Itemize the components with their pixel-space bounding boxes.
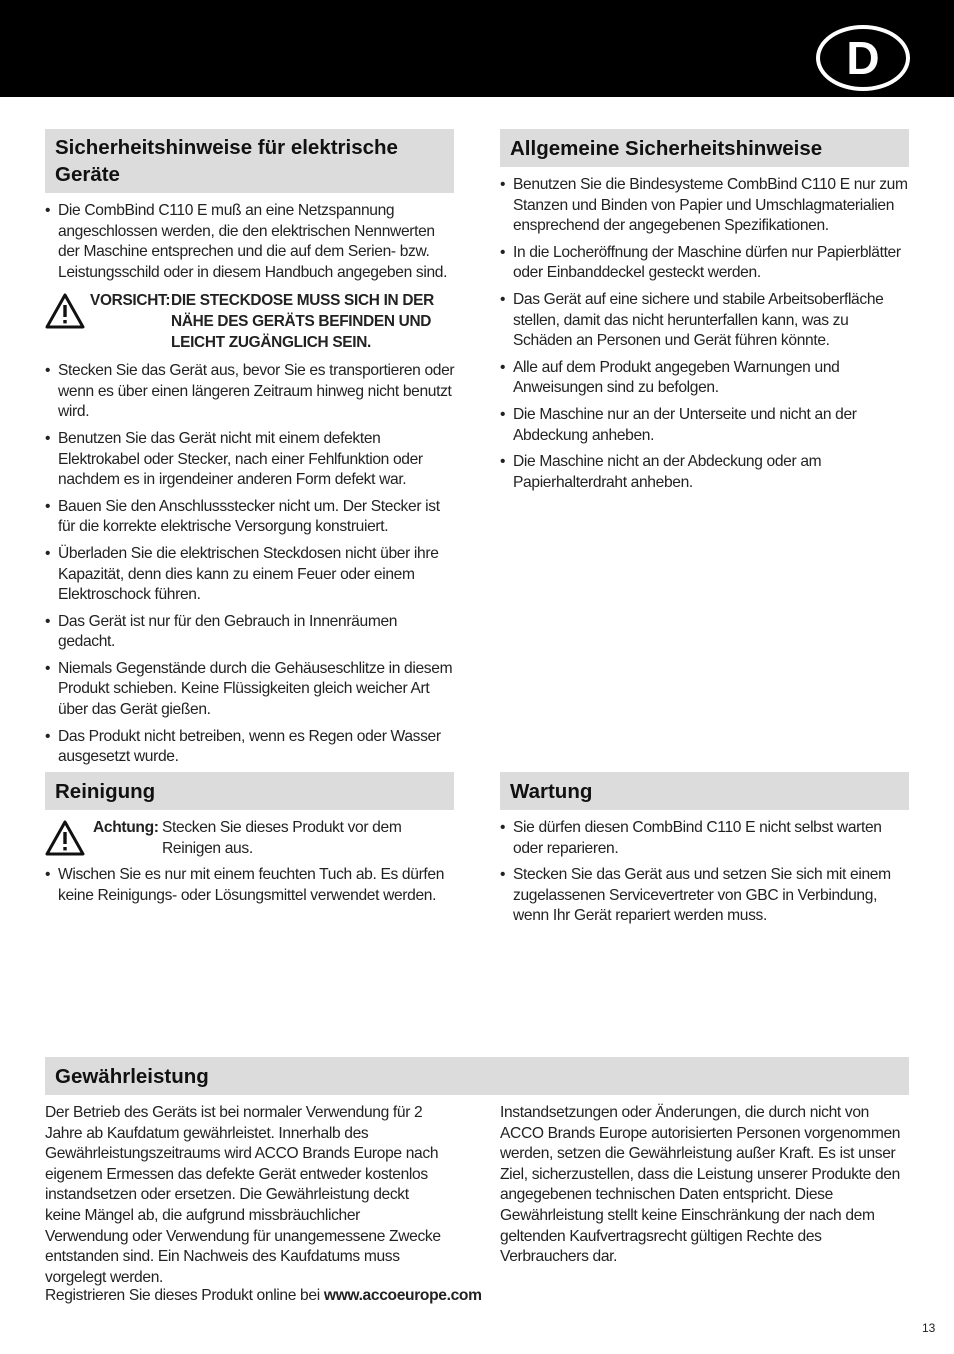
heading-warranty <box>45 1057 909 1095</box>
warning-text: DIE STECKDOSE MUSS SICH IN DER NÄHE DES GERÄTS BEFINDEN UND LEICHT ZUGÄNGLICH SEIN. <box>171 292 434 351</box>
list-item: • Die Maschine nicht an der Abdeckung oder am Papierhalterdraht anheben. <box>500 452 910 493</box>
heading-general-safety-text: Allgemeine Sicherheitshinweise <box>510 137 823 160</box>
electrical-bullets-before <box>45 201 457 283</box>
warning-label: VORSICHT: <box>90 292 171 310</box>
caution-block <box>45 818 457 859</box>
heading-maintenance <box>500 772 909 810</box>
language-badge: D <box>816 25 910 91</box>
cleaning-bullets <box>45 865 457 906</box>
list-item: • Das Produkt nicht betreiben, wenn es Regen oder Wasser ausgesetzt wurde. <box>45 727 457 768</box>
heading-electrical-safety <box>45 129 454 193</box>
list-item: • Wischen Sie es nur mit einem feuchten Tuch ab. Es dürfen keine Reinigungs- oder Lösungsmittel verwendet werden. <box>45 865 457 906</box>
registration-link[interactable]: www.accoeurope.com <box>323 1287 482 1304</box>
heading-cleaning-text: Reinigung <box>55 780 156 803</box>
list-item: • Das Gerät auf eine sichere und stabile Arbeitsoberfläche stellen, damit das nicht herunterfallen kann, was zu Schäden an Personen und Gerät führen könnte. <box>500 290 910 352</box>
warranty-paragraph-1: Der Betrieb des Geräts ist bei normaler Verwendung für 2 Jahre ab Kaufdatum gewährleistet. Innerhalb des Gewährleistungszeitraums wird ACCO Brands Europe nach eigenem Ermessen das defekte Gerät entweder kostenlos instandsetzen oder ersetzen. Die Gewährleistung deckt keine Mängel ab, die aufgrund missbräuchlicher Verwendung oder Verwendung für unangemessene Zwecke entstanden sind. Ein Nachweis des Kaufdatums muss vorgelegt werden. <box>45 1104 441 1286</box>
top-banner <box>0 0 954 97</box>
heading-maintenance-text: Wartung <box>510 780 593 803</box>
general-bullets <box>500 175 910 493</box>
heading-general-safety <box>500 129 909 167</box>
caution-label: Achtung: <box>93 819 159 836</box>
list-item: • Benutzen Sie das Gerät nicht mit einem defekten Elektrokabel oder Stecker, nach einer Fehlfunktion oder nachdem es in irgendeiner anderen Form defekt war. <box>45 429 457 491</box>
warning-icon <box>45 293 85 329</box>
electrical-bullets-after <box>45 361 457 768</box>
list-item: • Bauen Sie den Anschlussstecker nicht um. Der Stecker ist für die korrekte elektrische Versorgung konstruiert. <box>45 497 457 538</box>
maintenance-section <box>500 818 912 933</box>
list-item: • Die CombBind C110 E muß an eine Netzspannung angeschlossen werden, die den elektrischen Nennwerten der Maschine entsprechen und die auf dem Serien- bzw. Leistungsschild oder in diesem Handbuch angegeben sind. <box>45 201 457 283</box>
warranty-column-2 <box>500 1103 906 1268</box>
warranty-column-1 <box>45 1103 445 1288</box>
electrical-safety-section <box>45 201 457 774</box>
page-number: 13 <box>922 1321 936 1335</box>
list-item: • Stecken Sie das Gerät aus, bevor Sie es transportieren oder wenn es über einen längeren Zeitraum hinweg nicht benutzt wird. <box>45 361 457 423</box>
list-item: • Alle auf dem Produkt angegeben Warnungen und Anweisungen sind zu befolgen. <box>500 358 910 399</box>
list-item: • In die Locheröffnung der Maschine dürfen nur Papierblätter oder Einbanddeckel gesteckt werden. <box>500 243 910 284</box>
heading-electrical-safety-text: Sicherheitshinweise für elektrische Geräte <box>55 136 398 186</box>
list-item: • Überladen Sie die elektrischen Steckdosen nicht über ihre Kapazität, denn dies kann zu einem Feuer oder einem Elektroschock führen. <box>45 544 457 606</box>
cleaning-section <box>45 810 457 912</box>
list-item: • Das Gerät ist nur für den Gebrauch in Innenräumen gedacht. <box>45 612 457 653</box>
registration-text: Registrieren Sie dieses Produkt online bei <box>45 1287 320 1304</box>
caution-text: Stecken Sie dieses Produkt vor dem Reinigen aus. <box>162 819 402 857</box>
list-item: • Stecken Sie das Gerät aus und setzen Sie sich mit einem zugelassenen Servicevertreter von GBC in Verbindung, wenn Ihr Gerät repariert werden muss. <box>500 865 912 927</box>
list-item: • Niemals Gegenstände durch die Gehäuseschlitze in diesem Produkt schieben. Keine Flüssigkeiten gleich weicher Art über das Gerät gießen. <box>45 659 457 721</box>
heading-cleaning <box>45 772 454 810</box>
registration-line <box>45 1286 482 1307</box>
warning-block <box>45 291 457 353</box>
list-item: • Die Maschine nur an der Unterseite und nicht an der Abdeckung anheben. <box>500 405 910 446</box>
list-item: • Sie dürfen diesen CombBind C110 E nicht selbst warten oder reparieren. <box>500 818 912 859</box>
warranty-paragraph-2: Instandsetzungen oder Änderungen, die durch nicht von ACCO Brands Europe autorisierten Personen vorgenommen werden, setzen die Gewährleistung außer Kraft. Es ist unser Ziel, sicherzustellen, dass die Leistung unserer Produkte den angegebenen technischen Daten entspricht. Diese Gewährleistung stellt keine Einschränkung der nach dem geltenden Kaufvertragsrecht gültigen Rechte des Verbrauchers dar. <box>500 1104 901 1266</box>
list-item: • Benutzen Sie die Bindesysteme CombBind C110 E nur zum Stanzen und Binden von Papier und Umschlagmaterialien ensprechend der angegebenen Spezifikationen. <box>500 175 910 237</box>
warning-icon <box>45 820 85 856</box>
general-safety-section <box>500 175 910 499</box>
heading-warranty-text: Gewährleistung <box>55 1065 209 1088</box>
maintenance-bullets <box>500 818 912 927</box>
